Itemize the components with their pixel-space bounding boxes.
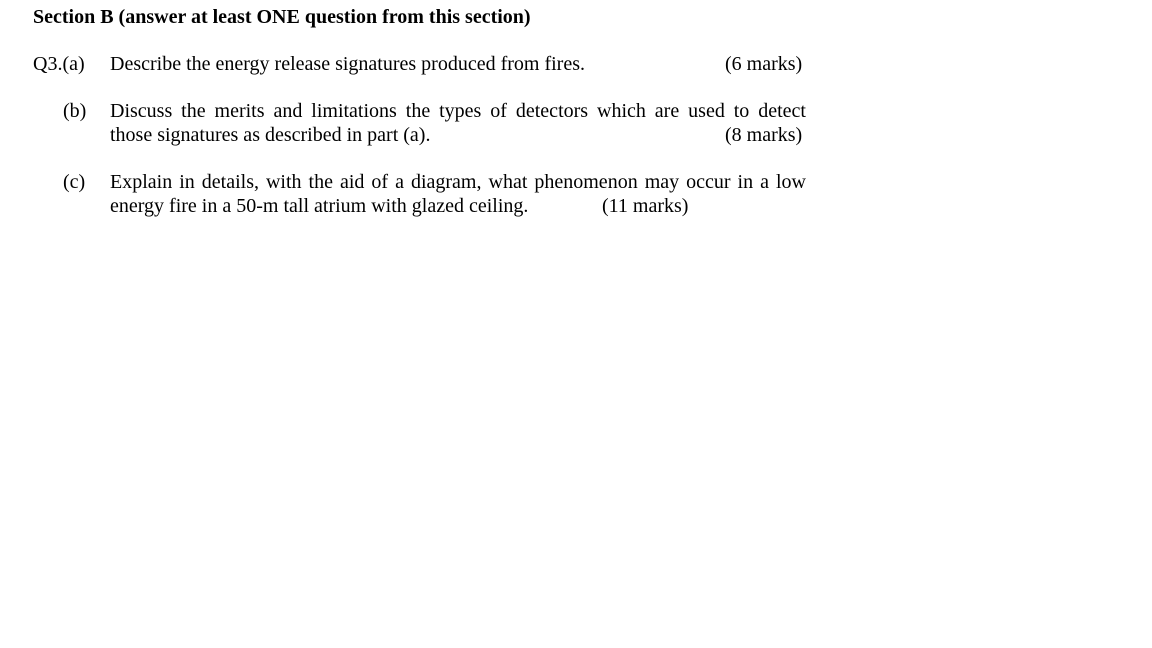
part-a-label: (a) [62,53,85,75]
part-c-marks: (11 marks) [602,195,689,217]
question-number: Q3. [33,53,63,75]
section-heading: Section B (answer at least ONE question from this section) [33,6,531,28]
part-b-marks: (8 marks) [725,124,803,146]
part-a-text: Describe the energy release signatures produced from fires. [110,53,585,75]
part-c-label: (c) [63,171,86,193]
question-number-with-part-a [33,53,85,76]
part-b-text-line-1: Discuss the merits and limitations the types of detectors which are used to detect [110,100,806,122]
part-c-text-line-1: Explain in details, with the aid of a diagram, what phenomenon may occur in a low [110,171,806,193]
part-b-label: (b) [63,100,87,122]
part-a-marks: (6 marks) [725,53,803,75]
part-b-text-line-2: those signatures as described in part (a). [110,124,431,146]
part-c-text-line-2: energy fire in a 50-m tall atrium with glazed ceiling. [110,195,529,217]
